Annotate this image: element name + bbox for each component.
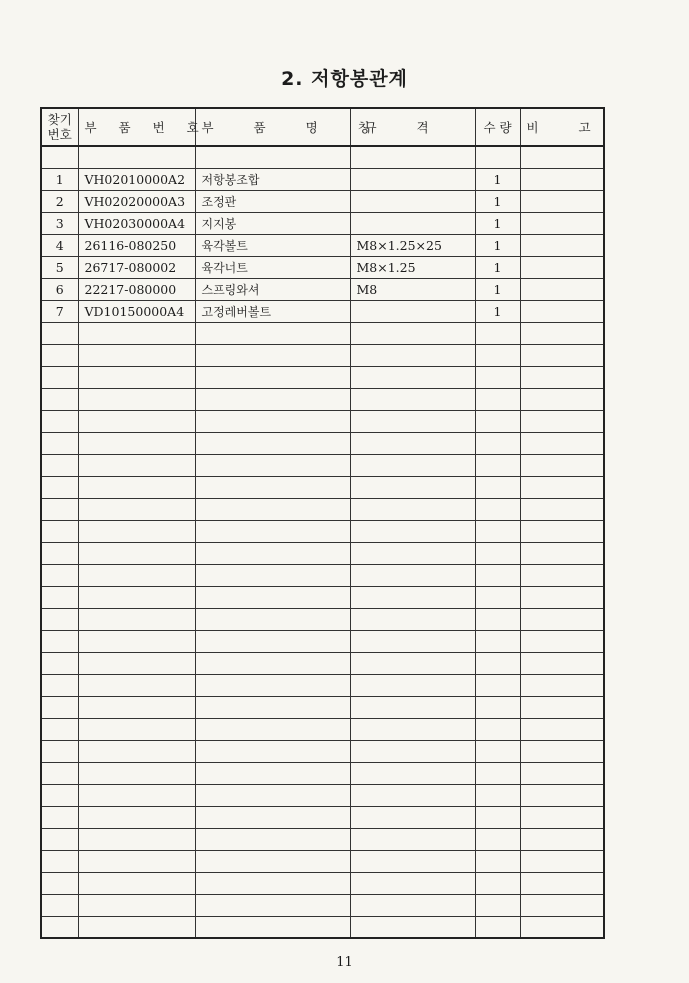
cell-part-number: VH02030000A4 (78, 212, 195, 234)
table-row (41, 256, 604, 278)
cell-number: 1 (41, 168, 78, 190)
empty-table-row (41, 740, 604, 762)
cell-spec (350, 190, 475, 212)
empty-table-row (41, 410, 604, 432)
empty-table-row (41, 806, 604, 828)
empty-table-row (41, 498, 604, 520)
empty-table-row (41, 718, 604, 740)
cell-part-number: 26116-080250 (78, 234, 195, 256)
page-number: 11 (336, 955, 353, 970)
empty-table-row (41, 762, 604, 784)
table-row (41, 300, 604, 322)
cell-number: 7 (41, 300, 78, 322)
empty-table-row (41, 828, 604, 850)
empty-table-row (41, 322, 604, 344)
empty-table-row (41, 432, 604, 454)
cell-part-name: 스프링와셔 (195, 278, 350, 300)
col-header-spec: 규 격 (350, 108, 475, 146)
empty-table-row (41, 564, 604, 586)
empty-table-row (41, 872, 604, 894)
col-header-number-line1: 찾기 (47, 112, 72, 127)
empty-table-row (41, 454, 604, 476)
cell-remark (520, 168, 604, 190)
table-spacer-row (41, 146, 604, 168)
cell-number: 2 (41, 190, 78, 212)
parts-table (40, 107, 609, 939)
cell-remark (520, 278, 604, 300)
page-title: 2. 저항봉관계 (281, 68, 408, 90)
cell-number: 6 (41, 278, 78, 300)
empty-table-row (41, 542, 604, 564)
cell-qty: 1 (475, 278, 520, 300)
cell-part-name: 저항봉조합 (195, 168, 350, 190)
cell-spec: M8 (350, 278, 475, 300)
col-header-part-name: 부 품 명 칭 (195, 108, 350, 146)
col-header-remark: 비 고 (520, 108, 604, 146)
cell-spec (350, 300, 475, 322)
empty-table-row (41, 850, 604, 872)
empty-table-row (41, 476, 604, 498)
empty-table-row (41, 652, 604, 674)
empty-table-row (41, 630, 604, 652)
table-row (41, 234, 604, 256)
col-header-qty: 수 량 (475, 108, 520, 146)
cell-part-number: VH02020000A3 (78, 190, 195, 212)
table-row (41, 212, 604, 234)
cell-part-name: 육각너트 (195, 256, 350, 278)
cell-number: 3 (41, 212, 78, 234)
cell-number: 4 (41, 234, 78, 256)
empty-table-row (41, 784, 604, 806)
empty-table-row (41, 366, 604, 388)
cell-qty: 1 (475, 300, 520, 322)
col-header-part-number: 부 품 번 호 (78, 108, 195, 146)
cell-remark (520, 256, 604, 278)
empty-table-row (41, 894, 604, 916)
table-header-row (41, 108, 604, 146)
cell-part-number: VD10150000A4 (78, 300, 195, 322)
table-row (41, 190, 604, 212)
cell-remark (520, 234, 604, 256)
cell-qty: 1 (475, 168, 520, 190)
cell-remark (520, 190, 604, 212)
cell-part-name: 육각볼트 (195, 234, 350, 256)
cell-spec (350, 168, 475, 190)
cell-remark (520, 300, 604, 322)
cell-number: 5 (41, 256, 78, 278)
cell-spec: M8×1.25×25 (350, 234, 475, 256)
empty-table-row (41, 586, 604, 608)
col-header-number (41, 108, 78, 146)
cell-qty: 1 (475, 190, 520, 212)
empty-table-row (41, 608, 604, 630)
cell-part-number: 22217-080000 (78, 278, 195, 300)
empty-table-row (41, 388, 604, 410)
empty-table-row (41, 674, 604, 696)
cell-part-name: 지지봉 (195, 212, 350, 234)
cell-spec (350, 212, 475, 234)
cell-part-number: 26717-080002 (78, 256, 195, 278)
empty-table-row (41, 916, 604, 938)
col-header-number-line2: 번호 (47, 127, 72, 142)
empty-table-row (41, 520, 604, 542)
cell-spec: M8×1.25 (350, 256, 475, 278)
empty-table-row (41, 344, 604, 366)
table-row (41, 168, 604, 190)
cell-part-name: 조정판 (195, 190, 350, 212)
empty-table-row (41, 696, 604, 718)
table-body (41, 146, 604, 938)
table-row (41, 278, 604, 300)
cell-qty: 1 (475, 256, 520, 278)
cell-part-number: VH02010000A2 (78, 168, 195, 190)
cell-qty: 1 (475, 234, 520, 256)
cell-qty: 1 (475, 212, 520, 234)
cell-remark (520, 212, 604, 234)
cell-part-name: 고정레버볼트 (195, 300, 350, 322)
